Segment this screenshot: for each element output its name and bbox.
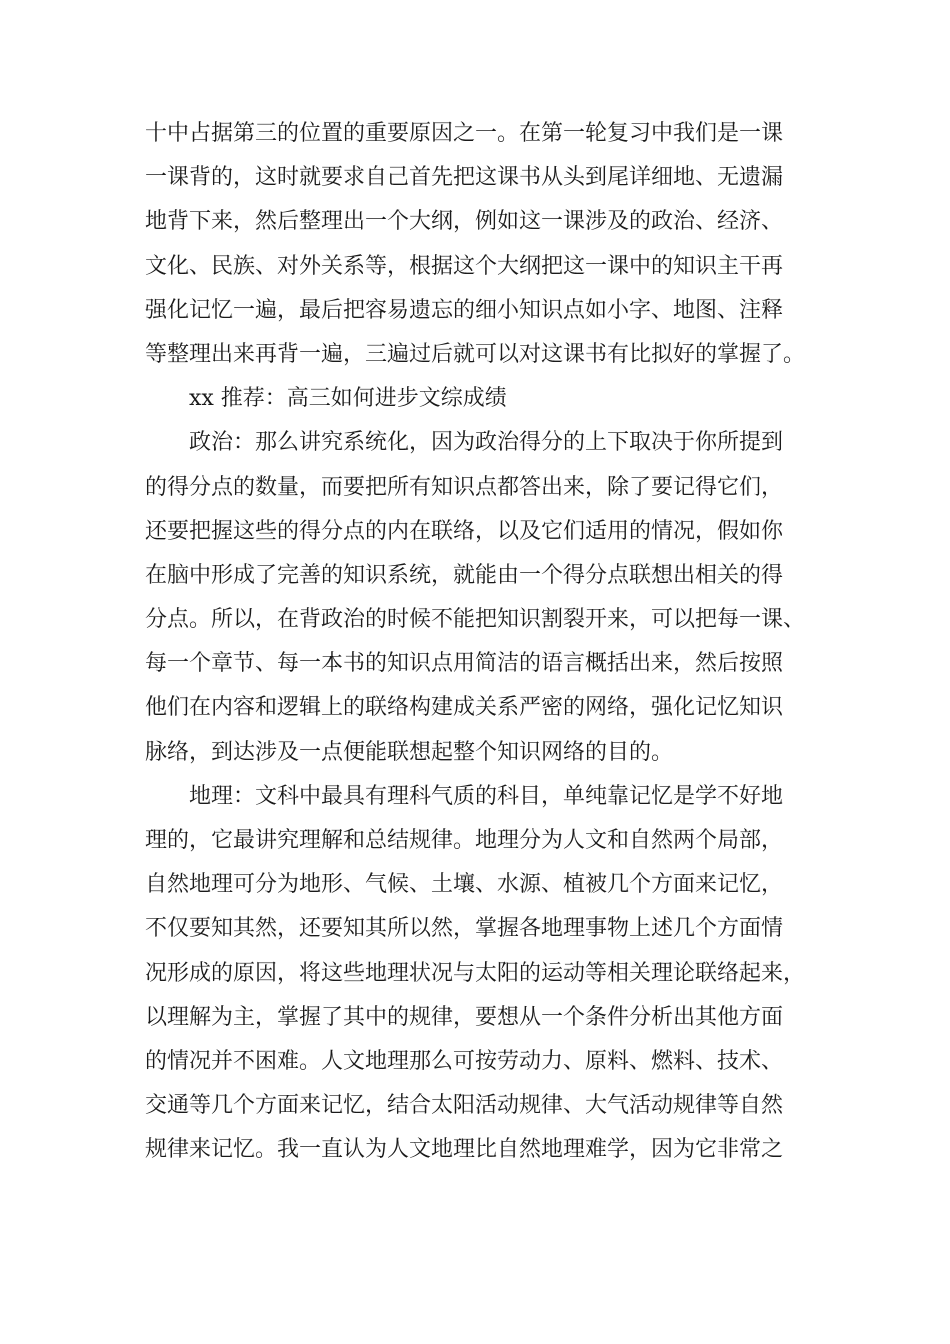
- text-line: 他们在内容和逻辑上的联络构建成关系严密的网络，强化记忆知识: [145, 695, 784, 721]
- recommendation-heading: xx 推荐：高三如何进步文综成绩: [189, 386, 507, 412]
- text-line: 每一个章节、每一本书的知识点用简洁的语言概括出来，然后按照: [145, 651, 784, 677]
- text-line: 况形成的原因，将这些地理状况与太阳的运动等相关理论联络起来，: [145, 960, 806, 986]
- text-line: 等整理出来再背一遍，三遍过后就可以对这课书有比拟好的掌握了。: [145, 341, 806, 367]
- body-text: [145, 112, 810, 1173]
- text-line: 自然地理可分为地形、气候、土壤、水源、植被几个方面来记忆，: [145, 872, 784, 898]
- text-line: 交通等几个方面来记忆，结合太阳活动规律、大气活动规律等自然: [145, 1093, 784, 1119]
- text-line: 在脑中形成了完善的知识系统，就能由一个得分点联想出相关的得: [145, 562, 784, 588]
- text-line: 文化、民族、对外关系等，根据这个大纲把这一课中的知识主干再: [145, 253, 784, 279]
- text-line: 强化记忆一遍，最后把容易遗忘的细小知识点如小字、地图、注释: [145, 297, 784, 323]
- text-line: 理的，它最讲究理解和总结规律。地理分为人文和自然两个局部，: [145, 828, 784, 853]
- text-line: 的得分点的数量，而要把所有知识点都答出来，除了要记得它们，: [145, 474, 784, 500]
- geography-paragraph-start: 地理：文科中最具有理科气质的科目，单纯靠记忆是学不好地: [189, 783, 784, 809]
- text-line: 脉络，到达涉及一点便能联想起整个知识网络的目的。: [145, 739, 674, 765]
- text-line: 十中占据第三的位置的重要原因之一。在第一轮复习中我们是一课: [145, 121, 784, 146]
- politics-paragraph-start: 政治：那么讲究系统化，因为政治得分的上下取决于你所提到: [189, 430, 784, 456]
- text-line: 地背下来，然后整理出一个大纲，例如这一课涉及的政治、经济、: [145, 209, 784, 235]
- text-line: 还要把握这些的得分点的内在联络，以及它们适用的情况，假如你: [145, 518, 784, 544]
- text-line: 规律来记忆。我一直认为人文地理比自然地理难学，因为它非常之: [145, 1137, 784, 1163]
- text-line: 分点。所以，在背政治的时候不能把知识割裂开来，可以把每一课、: [145, 607, 806, 633]
- text-line: 的情况并不困难。人文地理那么可按劳动力、原料、燃料、技术、: [145, 1048, 784, 1074]
- text-line: 不仅要知其然，还要知其所以然，掌握各地理事物上述几个方面情: [145, 916, 784, 942]
- text-line: 以理解为主，掌握了其中的规律，要想从一个条件分析出其他方面: [145, 1004, 784, 1030]
- text-line: 一课背的，这时就要求自己首先把这课书从头到尾详细地、无遗漏: [145, 165, 784, 191]
